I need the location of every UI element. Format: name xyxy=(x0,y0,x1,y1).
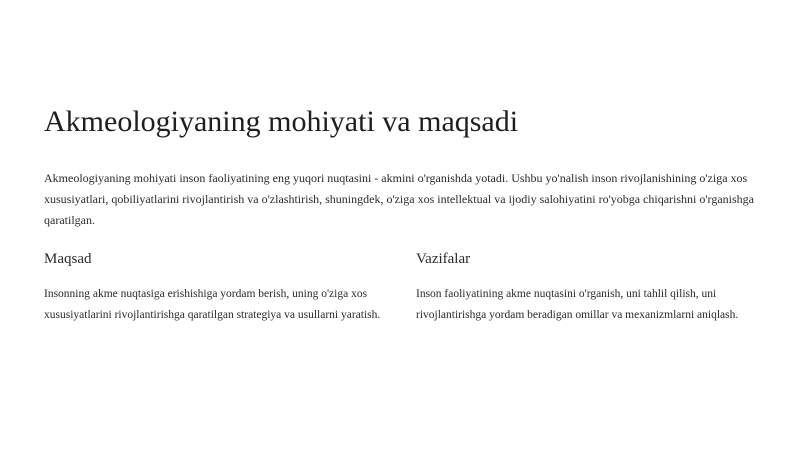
goal-text: Insonning akme nuqtasiga erishishiga yordam berish, uning o'ziga xos xususiyatlarini rivojlantirishga qaratilgan strategiya va usullarni yaratish. xyxy=(44,288,381,321)
goal-column xyxy=(44,249,384,326)
intro-paragraph: Akmeologiyaning mohiyati inson faoliyatining eng yuqori nuqtasini - akmini o'rganishda yotadi. Ushbu yo'nalish inson rivojlanishining o'ziga xos xususiyatlari, qobiliyatlarini rivojlantirish va o'zlashtirish, shuningdek, o'ziga xos intellektual va ijodiy salohiyatini ro'yobga chiqarishni o'rganishga qaratilgan. xyxy=(44,171,754,227)
slide-title: Akmeologiyaning mohiyati va maqsadi xyxy=(44,105,519,138)
tasks-text: Inson faoliyatining akme nuqtasini o'rganish, uni tahlil qilish, uni rivojlantirishga yordam beradigan omillar va mexanizmlarni aniqlash. xyxy=(416,288,739,321)
goal-heading: Maqsad xyxy=(44,251,92,267)
tasks-heading: Vazifalar xyxy=(416,251,471,267)
tasks-column xyxy=(416,249,756,326)
